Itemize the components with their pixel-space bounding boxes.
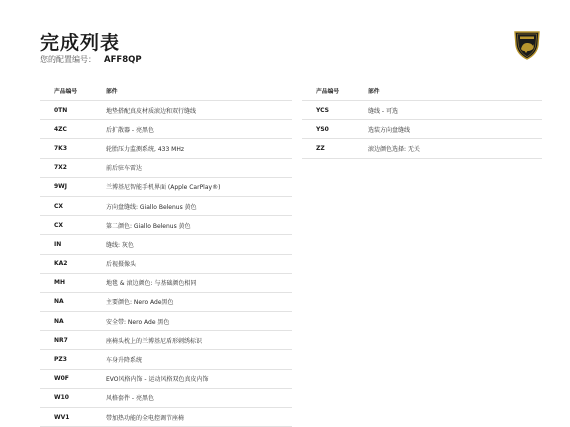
table-row <box>40 101 292 120</box>
part-description: 缝线: 灰色 <box>106 235 292 254</box>
table-row <box>40 196 292 215</box>
product-code: IN <box>40 235 106 254</box>
table-row <box>40 216 292 235</box>
part-description: EVO风格内饰 - 运动风格双色真皮内饰 <box>106 369 292 388</box>
part-description: 滚边颜色选择: 无关 <box>368 139 542 158</box>
product-code: CX <box>40 196 106 215</box>
config-label: 您的配置编号： <box>40 55 96 64</box>
table-row <box>40 369 292 388</box>
part-description: 车身升降系统 <box>106 350 292 369</box>
part-description: 兰博基尼智能手机界面 (Apple CarPlay®) <box>106 177 292 196</box>
table-row <box>40 273 292 292</box>
part-description: 安全带: Nero Ade 黑色 <box>106 312 292 331</box>
part-description: 后扩散器 - 亮黑色 <box>106 120 292 139</box>
table-row <box>40 408 292 427</box>
part-description: 选装方向盘缝线 <box>368 120 542 139</box>
product-code: W0F <box>40 369 106 388</box>
table-row <box>40 177 292 196</box>
table-row <box>40 235 292 254</box>
product-code: 0TN <box>40 101 106 120</box>
col-header-part: 部件 <box>106 89 118 95</box>
col-header-part: 部件 <box>368 89 380 95</box>
table-row <box>40 158 292 177</box>
part-description: 缝线 - 可选 <box>368 101 542 120</box>
part-description: 带加热功能的全电控调节座椅 <box>106 408 292 427</box>
product-code: YCS <box>302 101 368 120</box>
product-code: MH <box>40 273 106 292</box>
part-description: 风格套件 - 亮黑色 <box>106 388 292 407</box>
part-description: 后视摄像头 <box>106 254 292 273</box>
product-code: NA <box>40 312 106 331</box>
product-code: 9WJ <box>40 177 106 196</box>
table-row <box>40 350 292 369</box>
part-description: 主要颜色: Nero Ade黑色 <box>106 292 292 311</box>
product-code: CX <box>40 216 106 235</box>
table-row <box>40 312 292 331</box>
table-row <box>40 120 292 139</box>
table-row <box>40 254 292 273</box>
part-description: 地垫搭配真皮材质滚边和双行缝线 <box>106 101 292 120</box>
col-header-code: 产品编号 <box>54 89 78 95</box>
part-description: 轮胎压力监测系统, 433 MHz <box>106 139 292 158</box>
page-title: 完成列表 <box>40 32 121 54</box>
product-code: ZZ <box>302 139 368 158</box>
part-description: 第二颜色: Giallo Belenus 黄色 <box>106 216 292 235</box>
product-code: NR7 <box>40 331 106 350</box>
product-code: KA2 <box>40 254 106 273</box>
config-number <box>40 54 142 65</box>
product-code: 7X2 <box>40 158 106 177</box>
table-row <box>302 139 542 158</box>
product-code: 4ZC <box>40 120 106 139</box>
product-code: WV1 <box>40 408 106 427</box>
product-code: PZ3 <box>40 350 106 369</box>
table-row <box>302 101 542 120</box>
part-description: 地毯 & 滚边颜色: 与基础颜色相同 <box>106 273 292 292</box>
table-row <box>302 120 542 139</box>
col-header-code: 产品编号 <box>316 89 340 95</box>
equipment-table-right <box>302 86 542 159</box>
product-code: YS0 <box>302 120 368 139</box>
part-description: 前后驻车雷达 <box>106 158 292 177</box>
equipment-table-left <box>40 86 292 427</box>
part-description: 方向盘缝线: Giallo Belenus 黄色 <box>106 196 292 215</box>
table-row <box>40 139 292 158</box>
part-description: 座椅头枕上的兰博基尼盾形刺绣标识 <box>106 331 292 350</box>
lamborghini-shield-logo-icon <box>511 29 543 61</box>
product-code: NA <box>40 292 106 311</box>
config-code: AFF8QP <box>104 55 142 65</box>
table-row <box>40 331 292 350</box>
table-row <box>40 292 292 311</box>
product-code: W10 <box>40 388 106 407</box>
table-row <box>40 388 292 407</box>
product-code: 7K3 <box>40 139 106 158</box>
